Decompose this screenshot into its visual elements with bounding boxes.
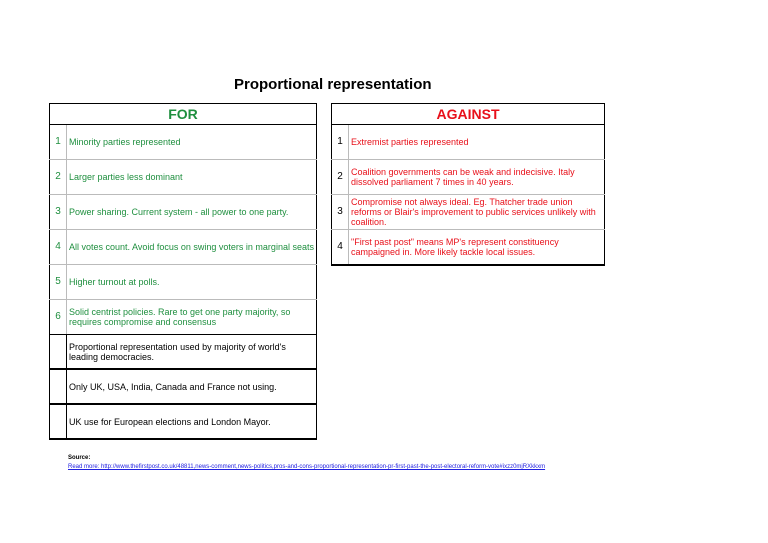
- for-note-text: Proportional representation used by majority of world's leading democracies.: [67, 335, 317, 370]
- for-item-text: Higher turnout at polls.: [67, 265, 317, 300]
- against-item-number: 2: [332, 160, 349, 195]
- for-note-text: UK use for European elections and London Mayor.: [67, 404, 317, 439]
- against-item-text: Extremist parties represented: [349, 125, 605, 160]
- against-item-text: Compromise not always ideal. Eg. Thatcher trade union reforms or Blair's improvement to public services unlikely with coalition.: [349, 195, 605, 230]
- against-item-text: Coalition governments can be weak and indecisive. Italy dissolved parliament 7 times in 40 years.: [349, 160, 605, 195]
- for-item-text: Solid centrist policies. Rare to get one party majority, so requires compromise and consensus: [67, 300, 317, 335]
- against-item-number: 3: [332, 195, 349, 230]
- against-table: [331, 103, 605, 266]
- for-note-number: [50, 404, 67, 439]
- for-note-number: [50, 335, 67, 370]
- for-item-text: Larger parties less dominant: [67, 160, 317, 195]
- source-label: Source:: [68, 455, 91, 461]
- for-item-text: All votes count. Avoid focus on swing voters in marginal seats: [67, 230, 317, 265]
- against-item-number: 1: [332, 125, 349, 160]
- for-item-number: 6: [50, 300, 67, 335]
- for-item-number: 4: [50, 230, 67, 265]
- for-note-number: [50, 369, 67, 404]
- for-item-number: 1: [50, 125, 67, 160]
- source-link[interactable]: Read more: http://www.thefirstpost.co.uk/48811,news-comment,news-politics,pros-and-cons-proportional-representation-pr-first-past-the-post-electoral-reform-vote#ixzz0mjRXkkxm: [68, 464, 546, 470]
- against-item-number: 4: [332, 230, 349, 266]
- page-title: Proportional representation: [234, 76, 432, 93]
- for-item-number: 2: [50, 160, 67, 195]
- for-heading: FOR: [50, 104, 317, 125]
- for-table: [49, 103, 317, 440]
- for-item-number: 3: [50, 195, 67, 230]
- against-heading: AGAINST: [332, 104, 605, 125]
- for-note-text: Only UK, USA, India, Canada and France not using.: [67, 369, 317, 404]
- for-item-text: Power sharing. Current system - all power to one party.: [67, 195, 317, 230]
- against-item-text: "First past post" means MP's represent constituency campaigned in. More likely tackle local issues.: [349, 230, 605, 266]
- for-item-text: Minority parties represented: [67, 125, 317, 160]
- for-item-number: 5: [50, 265, 67, 300]
